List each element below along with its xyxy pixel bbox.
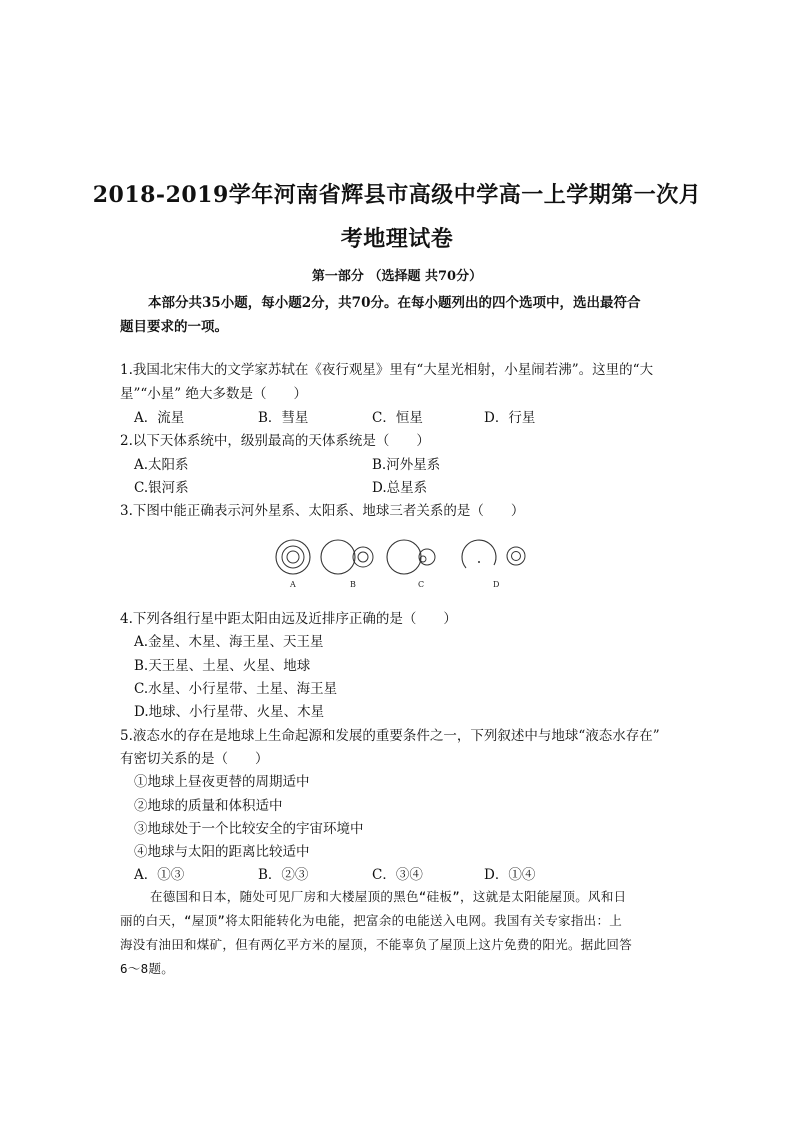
option-d: D．①④ (484, 867, 536, 883)
option-a: A.金星、木星、海王星、天王星 (134, 634, 324, 650)
option-d: D.地球、小行星带、火星、木星 (134, 704, 325, 720)
option-a: A.太阳系 (134, 457, 189, 473)
statement-4: ④地球与太阳的距离比较适中 (134, 844, 310, 860)
question-stem-line: 4.下列各组行星中距太阳由远及近排序正确的是（ ） (120, 611, 457, 627)
diagram-option-c (387, 540, 435, 589)
title-line-2: 考地理试卷 (340, 226, 454, 252)
question-stem-line: 1.我国北宋伟大的文学家苏轼在《夜行观星》里有“大星光相射，小星闹若沸”。这里的“大 (120, 362, 654, 378)
option-c: C．恒星 (372, 410, 423, 426)
statement-3: ③地球处于一个比较安全的宇宙环境中 (134, 821, 364, 837)
option-b: B.河外星系 (372, 457, 441, 473)
question-stem-line: 有密切关系的是（ ） (120, 751, 269, 767)
section-heading: 第一部分 （选择题 共70分） (311, 269, 483, 284)
diagram-option-a (276, 540, 310, 589)
option-c: C．③④ (372, 867, 423, 883)
option-a: A．流星 (134, 410, 185, 426)
diagram-label-b: B (350, 580, 356, 589)
option-c: C.银河系 (134, 480, 189, 496)
option-c: C.水星、小行星带、土星、海王星 (134, 681, 338, 697)
option-b: B．彗星 (258, 410, 309, 426)
passage-line: 丽的白天，“屋顶”将太阳能转化为电能，把富余的电能送入电网。我国有关专家指出：上 (120, 913, 623, 928)
option-b: B.天王星、土星、火星、地球 (134, 658, 311, 674)
section-intro-line-2: 题目要求的一项。 (120, 319, 228, 335)
option-d: D．行星 (484, 410, 536, 426)
option-a: A．①③ (134, 867, 185, 883)
question-stem-line: 5.液态水的存在是地球上生命起源和发展的重要条件之一，下列叙述中与地球“液态水存在” (120, 728, 660, 744)
diagram-label-d: D (493, 580, 500, 589)
passage-line: 在德国和日本，随处可见厂房和大楼屋顶的黑色“硅板”，这就是太阳能屋顶。风和日 (150, 889, 627, 904)
statement-2: ②地球的质量和体积适中 (134, 798, 283, 814)
section-intro-line-1: 本部分共35小题，每小题2分，共70分。在每小题列出的四个选项中，选出最符合 (148, 295, 641, 311)
statement-1: ①地球上昼夜更替的周期适中 (134, 774, 310, 790)
option-d: D.总星系 (372, 480, 428, 496)
question-stem-line: 3.下图中能正确表示河外星系、太阳系、地球三者关系的是（ ） (120, 503, 525, 519)
question-stem-line: 星”“小星” 绝大多数是（ ） (120, 386, 307, 402)
title-line-1: 2018-2019学年河南省辉县市高级中学高一上学期第一次月 (92, 182, 702, 208)
option-b: B．②③ (258, 867, 309, 883)
diagram-label-c: C (418, 580, 425, 589)
galaxy-relationship-diagram (268, 535, 538, 593)
diagram-option-d (462, 540, 525, 589)
question-stem-line: 2.以下天体系统中，级别最高的天体系统是（ ） (120, 433, 430, 449)
passage-line: 6～8题。 (120, 961, 175, 976)
diagram-option-b (321, 540, 373, 589)
passage-line: 海没有油田和煤矿，但有两亿平方米的屋顶，不能辜负了屋顶上这片免费的阳光。据此回答 (120, 937, 633, 952)
diagram-label-a: A (290, 580, 296, 589)
